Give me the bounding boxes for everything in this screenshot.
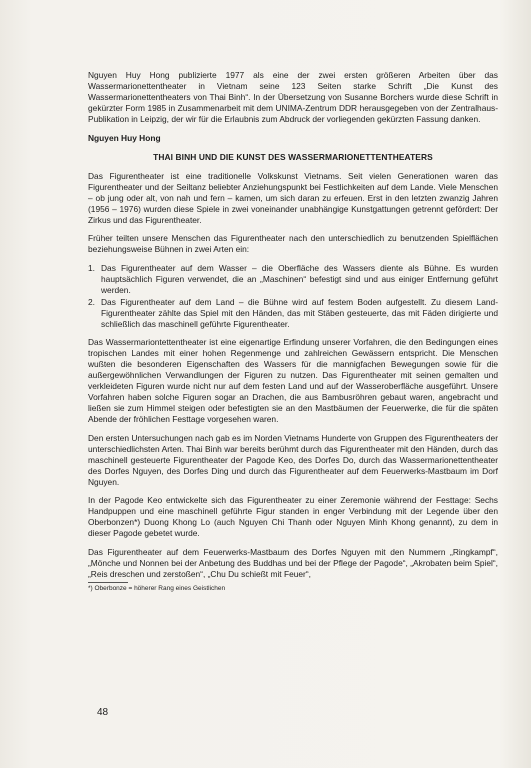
article-title: THAI BINH UND DIE KUNST DES WASSERMARIONETTENTHEATERS	[153, 151, 433, 162]
list-item-text: Das Figurentheater auf dem Wasser – die Oberfläche des Wassers diente als Bühne. Es wurden hauptsächlich Figuren verwendet, die an „Maschinen“ befestigt sind und aus einiger Entfernung geführt werden.	[101, 262, 498, 295]
body-paragraph-5: In der Pagode Keo entwickelte sich das Figurentheater zu einer Zeremonie während der Festtage: Sechs Handpuppen und eine maschinell geführte Figur standen in enger Verbindung mit der Legende über den Oberbonzen*) Duong Khong Lo (auch Nguyen Chi Thanh oder Nguyen Minh Khong genannt), zu dem in dieser Pagode gebetet wurde.	[88, 495, 498, 538]
intro-paragraph: Nguyen Huy Hong publizierte 1977 als eine der zwei ersten größeren Arbeiten über das Wassermarionettentheater in Vietnam seine 123 Seiten starke Schrift „Die Kunst des Wassermarionettentheaters von Thai Binh“. In der Übersetzung von Susanne Borchers wurde diese Schrift in gekürzter Form 1985 in Zusammenarbeit mit dem UNIMA-Zentrum DDR herausgegeben von der Zentralhaus-Publikation in Leipzig, der wir für die Erlaubnis zum Abdruck der vorliegenden gekürzten Fassung danken.	[88, 70, 498, 124]
theater-types-list	[88, 263, 498, 330]
list-item-number: 2.	[88, 296, 95, 307]
body-paragraph-2: Früher teilten unsere Menschen das Figurentheater nach den unterschiedlich zu benutzenden Spielflächen beziehungsweise Bühnen in zwei Arten ein:	[88, 233, 498, 254]
body-paragraph-1: Das Figurentheater ist eine traditionelle Volkskunst Vietnams. Seit vielen Generationen waren das Figurentheater und der Seiltanz beliebter Anziehungspunkt bei Festlichkeiten auf dem Lande. Viele Menschen – ob jung oder alt, von nah und fern – kamen, um sich daran zu erfeuen. Erst in den letzten zwanzig Jahren (1956 – 1976) wurden diese Spiele in zwei voneinander unabhängige Kunstgattungen getrennt gefördert: Der Zirkus und das Figurentheater.	[88, 170, 498, 225]
body-paragraph-3: Das Wassermariontettentheater ist eine eigenartige Erfindung unserer Vorfahren, die den Bedingungen eines tropischen Landes mit einer hohen Regenmenge und zahlreichen Gewässern entspricht. Die Menschen wußten die besonderen Eigenschaften des Wassers für die mannigfachen Bewegungen sowie für die außergewöhnlichen Verwandlungen der Figuren zu nutzen. Das Figurentheater mit seinen gemalten und verkleideten Figuren wurde nicht nur auf dem festen Land und auf der Wasseroberfläche ausgeführt. Unsere Vorfahren haben solche Figuren sogar an Drachen, die aus Bambusröhren gebaut waren, angebracht und ließen sie zum Himmel steigen oder befestigten sie an den Mastbäumen der Feuerwerke, die für die späten Abende der fröhlichen Festtage vorgesehen waren.	[88, 337, 498, 424]
author-name: Nguyen Huy Hong	[88, 132, 161, 143]
list-item-number: 1.	[88, 262, 95, 273]
footnote-divider	[88, 582, 128, 583]
body-paragraph-4: Den ersten Untersuchungen nach gab es im Norden Vietnams Hunderte von Gruppen des Figurentheaters der unterschiedlichsten Arten. Thai Binh war bereits berühmt durch das Figurentheater mit den Händen, durch das maschinell gesteuerte Figurentheater der Pagode Keo, des Dorfes Do, durch das Wassermarionettentheater des Dorfes Nguyen, des Dorfes Ding und durch das Figurentheater auf dem Feuerwerks-Mastbaum im Dorf Nguyen.	[88, 432, 498, 487]
body-paragraph-6: Das Figurentheater auf dem Feuerwerks-Mastbaum des Dorfes Nguyen mit den Nummern „Ringkampf“, „Mönche und Nonnen bei der Anbetung des Buddhas und bei der Pflege der Pagode“, „Akrobaten beim Spiel“, „Reis dreschen und zerstoßen“, „Chu Du schießt mit Feuer“,	[88, 546, 498, 579]
footnote: *) Oberbonze = höherer Rang eines Geistlichen	[88, 584, 226, 592]
list-item	[88, 263, 498, 296]
list-item	[88, 297, 498, 330]
page-number: 48	[97, 707, 109, 718]
list-item-text: Das Figurentheater auf dem Land – die Bühne wird auf festem Boden aufgestellt. Zu diesem Land-Figurentheater zählte das Spiel mit den Händen, das mit Stäben gesteuerte, das mit Fäden dirigierte und schließlich das maschinell geführte Figurentheater.	[101, 296, 498, 329]
page-content	[88, 70, 498, 593]
